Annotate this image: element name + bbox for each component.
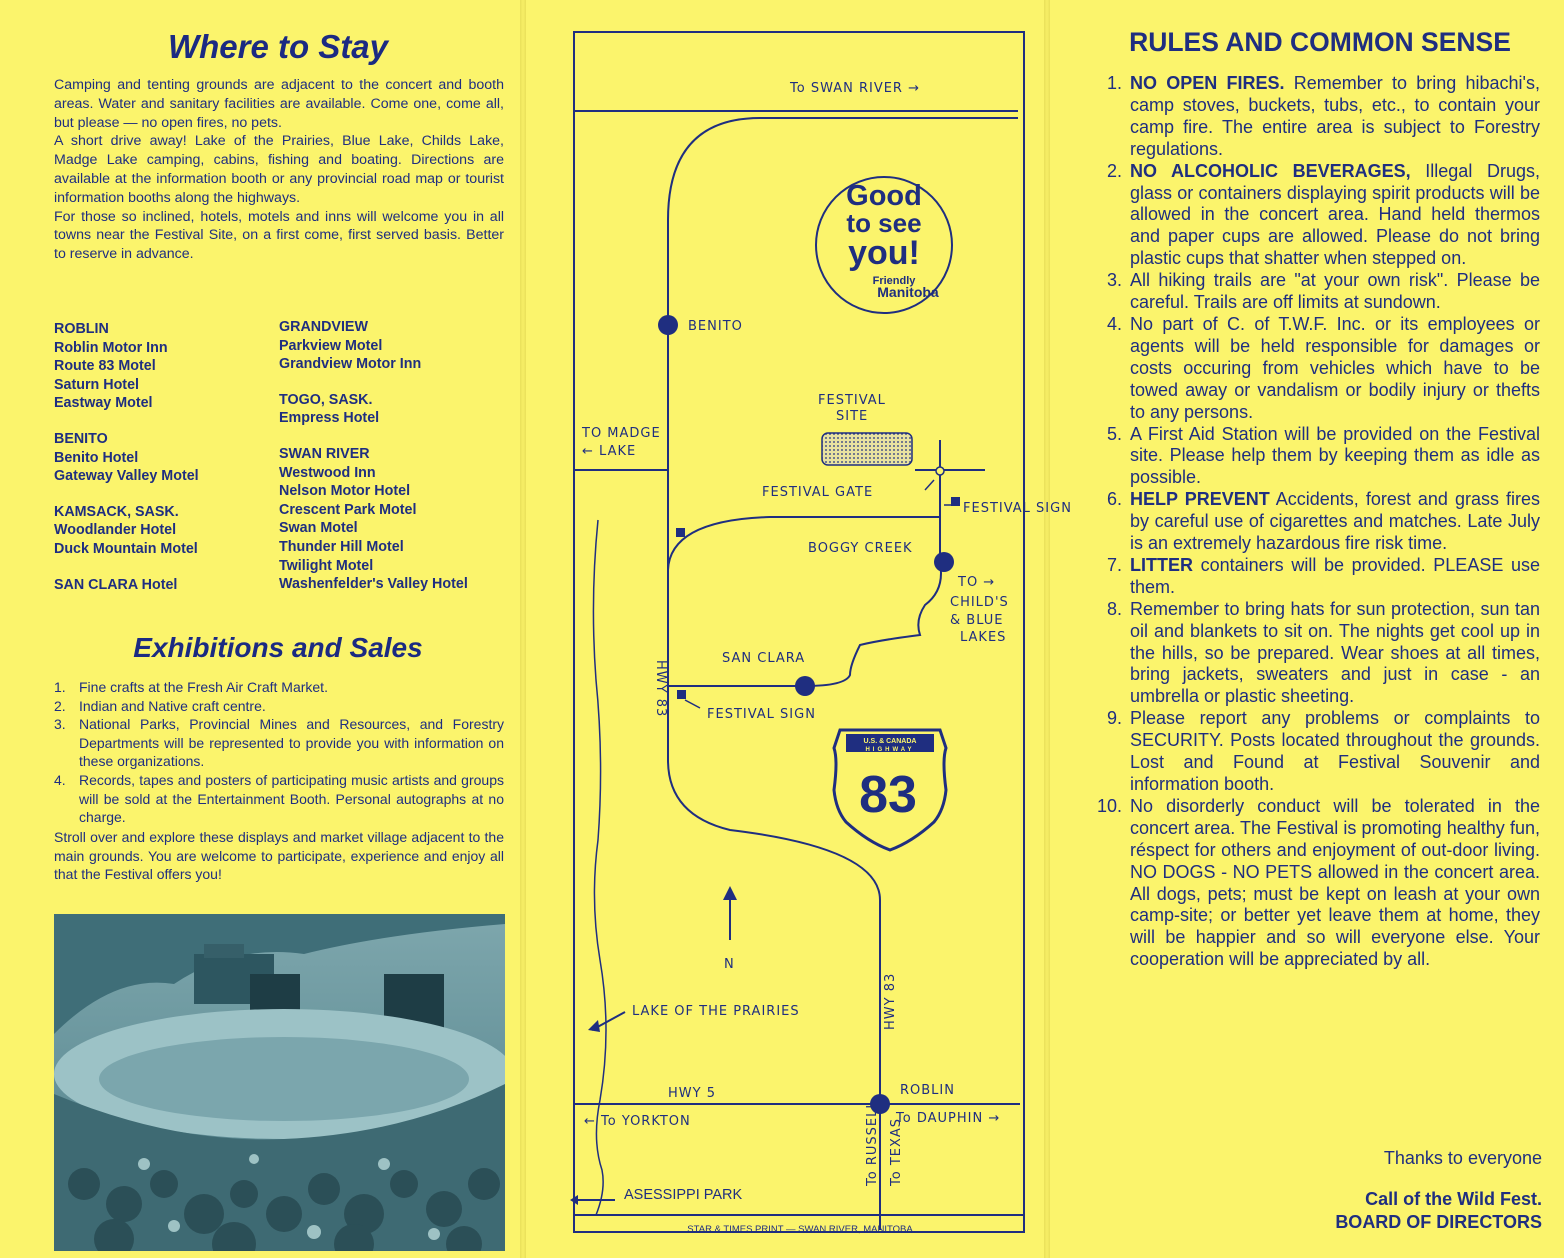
rule-number: 8. — [1106, 598, 1122, 619]
label-hwy-83-west: HWY 83 — [653, 660, 668, 718]
rule-item — [1094, 73, 1540, 161]
label-roblin: ROBLIN — [900, 1083, 955, 1098]
rule-item — [1094, 270, 1540, 314]
item-text: National Parks, Provincial Mines and Resources, and Forestry Departments will be represented to provide you with information on these organizations. — [79, 716, 504, 770]
festival-site-area — [822, 433, 912, 465]
thanks-text: Thanks to everyone — [1383, 1148, 1542, 1168]
map-footer: STAR & TIMES PRINT — SWAN RIVER, MANITOBA — [687, 1224, 913, 1235]
rule-number: 10. — [1096, 795, 1122, 816]
road-to-childs-lake — [805, 563, 941, 686]
accommodation-item: Swan Motel — [279, 520, 358, 537]
rule-number: 1. — [1106, 73, 1122, 93]
label-to-swan-river: To SWAN RIVER → — [790, 81, 920, 96]
badge-line-1: Good — [846, 180, 922, 212]
rule-number: 2. — [1106, 160, 1122, 181]
town-name: BENITO — [54, 430, 108, 447]
rules-list — [1094, 73, 1540, 971]
badge-line-5: Manitoba — [877, 284, 939, 300]
label-site: SITE — [836, 409, 869, 424]
rule-heading: LITTER — [1130, 554, 1193, 575]
label-to-yorkton: ← To YORKTON — [584, 1114, 691, 1129]
festival-sign-marker-2 — [677, 690, 686, 699]
rule-text: All hiking trails are "at your own risk". Please be careful. Trails are off limits at sundown. — [1130, 270, 1540, 313]
accommodation-item: Parkview Motel — [279, 337, 383, 354]
gate-arrow — [925, 480, 934, 490]
label-to-dauphin: To DAUPHIN → — [896, 1111, 1001, 1126]
rule-text: containers will be provided. PLEASE use them. — [1130, 554, 1540, 597]
benito-marker — [658, 315, 678, 335]
label-north: N — [724, 957, 735, 972]
rule-text: Remember to bring hats for sun protection, sun tan oil and blankets to sit on. The nights get cool up in the hills, so be prepared. Wear shoes at all times, bring jackets, sweaters and just in case - an umbrella or plastic sheeting. — [1130, 598, 1540, 707]
town-name: SWAN RIVER — [279, 445, 370, 462]
accommodation-item: Westwood Inn — [279, 464, 376, 481]
town-name: SAN CLARA Hotel — [54, 576, 178, 593]
accommodation-item: Empress Hotel — [279, 410, 380, 427]
stay-paragraph: Camping and tenting grounds are adjacent to the concert and booth areas. Water and sanitary facilities are available. Come one, come all, but please — no open fires, no pets. — [54, 77, 504, 131]
accommodation-item: Woodlander Hotel — [54, 522, 177, 539]
label-asessippi-park: ASESSIPPI PARK — [624, 1187, 743, 1203]
label-childs: CHILD'S — [950, 595, 1009, 610]
rule-item — [1094, 161, 1540, 271]
town-name: KAMSACK, SASK. — [54, 503, 179, 520]
rules-title: RULES AND COMMON SENSE — [1129, 27, 1511, 57]
signature — [1200, 1188, 1542, 1234]
label-lake: ← LAKE — [582, 444, 637, 459]
map-frame — [574, 32, 1024, 1232]
festival-sign-marker — [951, 497, 960, 506]
label-festival-sign: FESTIVAL SIGN — [963, 501, 1072, 516]
rule-heading: NO OPEN FIRES. — [1130, 73, 1285, 93]
label-hwy-5: HWY 5 — [668, 1086, 716, 1101]
item-number: 4. — [54, 771, 66, 788]
sign-arrow-2 — [685, 700, 700, 708]
accommodation-item: Thunder Hill Motel — [279, 538, 404, 555]
signature-line-2: BOARD OF DIRECTORS — [1335, 1212, 1542, 1232]
rule-text: Illegal Drugs, glass or containers displaying spirit products will be allowed in the concert area. Hand held thermos and paper cups are allowed. Please do not bring plastic cups that shatter when stepped on. — [1130, 160, 1540, 269]
rule-text: Accidents, forest and grass fires by careful use of cigarettes and matches. Late July is an extremely hazardous fire risk time. — [1130, 489, 1540, 554]
shield-mid-text: HIGHWAY — [865, 747, 915, 753]
shield-number: 83 — [859, 766, 917, 824]
north-arrow-head — [723, 886, 737, 900]
accommodation-item: Benito Hotel — [54, 449, 139, 466]
exhibitions-title: Exhibitions and Sales — [133, 632, 423, 663]
accommodation-item: Eastway Motel — [54, 395, 153, 412]
accommodation-item: Duck Mountain Motel — [54, 540, 198, 557]
rule-item — [1094, 424, 1540, 490]
item-number: 2. — [54, 697, 66, 714]
item-number: 1. — [54, 679, 66, 695]
accommodation-item: Nelson Motor Hotel — [279, 483, 411, 500]
rule-number: 9. — [1106, 708, 1122, 729]
rule-number: 7. — [1106, 554, 1122, 575]
label-blue: & BLUE — [950, 613, 1004, 628]
label-hwy-83-east: HWY 83 — [883, 972, 898, 1030]
town-name: ROBLIN — [54, 321, 109, 337]
accommodation-item: Washenfelder's Valley Hotel — [279, 576, 468, 593]
label-lakes: LAKES — [960, 630, 1007, 645]
town-name: TOGO, SASK. — [279, 391, 373, 408]
rule-text: No disorderly conduct will be tolerated in the concert area. The Festival is promoting healthy fun, réspect for others and enjoyment of out-door living. NO DOGS - NO PETS allowed in the concert area. All dogs, pets; must be kept on leash at your own camp-site; or better yet leave them at home, they will be happier and so will everyone else. Your cooperation will be appreciated by all. — [1130, 795, 1540, 970]
accommodation-item: Twilight Motel — [279, 557, 374, 574]
label-lake-of-the-prairies: LAKE OF THE PRAIRIES — [632, 1004, 800, 1019]
exhibitions-closing: Stroll over and explore these displays and market village adjacent to the main grounds. You are welcome to participate, experience and enjoy all that the Festival offers you! — [54, 829, 504, 883]
sign-marker — [676, 528, 685, 537]
accommodation-item: Grandview Motor Inn — [279, 356, 422, 373]
signature-line-1: Call of the Wild Fest. — [1365, 1189, 1542, 1209]
rule-text: Please report any problems or complaints to SECURITY. Posts located throughout the grounds. Lost and Found at Festival Souvenir and information booth. — [1130, 708, 1540, 794]
item-text: Indian and Native craft centre. — [79, 697, 266, 714]
rule-item — [1094, 796, 1540, 971]
rule-item — [1094, 489, 1540, 555]
town-name: GRANDVIEW — [279, 319, 368, 335]
accommodation-item: Saturn Hotel — [54, 376, 139, 393]
rule-number: 4. — [1106, 313, 1122, 334]
accommodation-item: Crescent Park Motel — [279, 501, 417, 518]
rule-text: A First Aid Station will be provided on the Festival site. Please help them by keeping them as idle as possible. — [1130, 423, 1540, 488]
accommodation-item: Route 83 Motel — [54, 358, 156, 375]
label-to-russell: To RUSSELL — [865, 1100, 880, 1186]
boggy-creek-marker — [934, 552, 954, 572]
item-text: Fine crafts at the Fresh Air Craft Market. — [79, 679, 328, 695]
festival-gate-marker — [936, 467, 944, 475]
rule-item — [1094, 314, 1540, 424]
label-san-clara: SAN CLARA — [722, 651, 806, 666]
rule-number: 5. — [1106, 423, 1122, 444]
where-to-stay-title: Where to Stay — [167, 28, 389, 65]
shield-top-text: U.S. & CANADA — [863, 738, 917, 745]
stay-paragraph: For those so inclined, hotels, motels and inns will welcome you in all towns near the Festival Site, on a first come, first served basis. Better to reserve in advance. — [54, 208, 504, 263]
lake-of-the-prairies-river — [593, 520, 606, 1215]
label-festival-gate: FESTIVAL GATE — [762, 485, 874, 500]
label-boggy-creek: BOGGY CREEK — [808, 541, 913, 556]
rule-number: 3. — [1106, 270, 1122, 291]
rule-item — [1094, 708, 1540, 796]
badge-line-3: you! — [848, 234, 920, 272]
rule-text: No part of C. of T.W.F. Inc. or its employees or agents will be held responsible for damages or costs occuring from vehicles which have to be towed away or vandalism or bodily injury or thefts to any persons. — [1130, 313, 1540, 422]
san-clara-marker — [795, 676, 815, 696]
highway-83 — [668, 118, 1018, 1230]
rule-number: 6. — [1106, 489, 1122, 510]
rule-heading: NO ALCOHOLIC BEVERAGES, — [1130, 160, 1411, 181]
label-to: TO → — [958, 575, 996, 590]
rule-heading: HELP PREVENT — [1130, 489, 1270, 510]
label-to-texas: To TEXAS — [889, 1117, 904, 1186]
accommodation-item: Gateway Valley Motel — [54, 468, 199, 485]
badge-line-2: to see — [846, 208, 922, 238]
stay-paragraph: A short drive away! Lake of the Prairies, Blue Lake, Childs Lake, Madge Lake camping, cabins, fishing and boating. Directions are available at the information booth or any provincial road map or tourist information booths along the highways. — [54, 133, 504, 206]
label-to-madge: TO MADGE — [582, 426, 661, 441]
accommodation-item: Roblin Motor Inn — [54, 339, 168, 356]
item-number: 3. — [54, 716, 66, 733]
label-festival: FESTIVAL — [818, 393, 886, 408]
label-benito: BENITO — [688, 319, 743, 334]
item-text: Records, tapes and posters of participating music artists and groups will be sold at the Entertainment Booth. Personal autographs at no charge. — [79, 771, 504, 826]
rule-text: Remember to bring hibachi's, camp stoves, buckets, tubs, etc., to contain your camp fire. The entire area is subject to Forestry regulations. — [1130, 73, 1540, 159]
rule-item — [1094, 555, 1540, 599]
label-festival-sign-2: FESTIVAL SIGN — [707, 707, 816, 722]
rule-item — [1094, 599, 1540, 709]
badge-line-4: Friendly — [872, 275, 916, 287]
